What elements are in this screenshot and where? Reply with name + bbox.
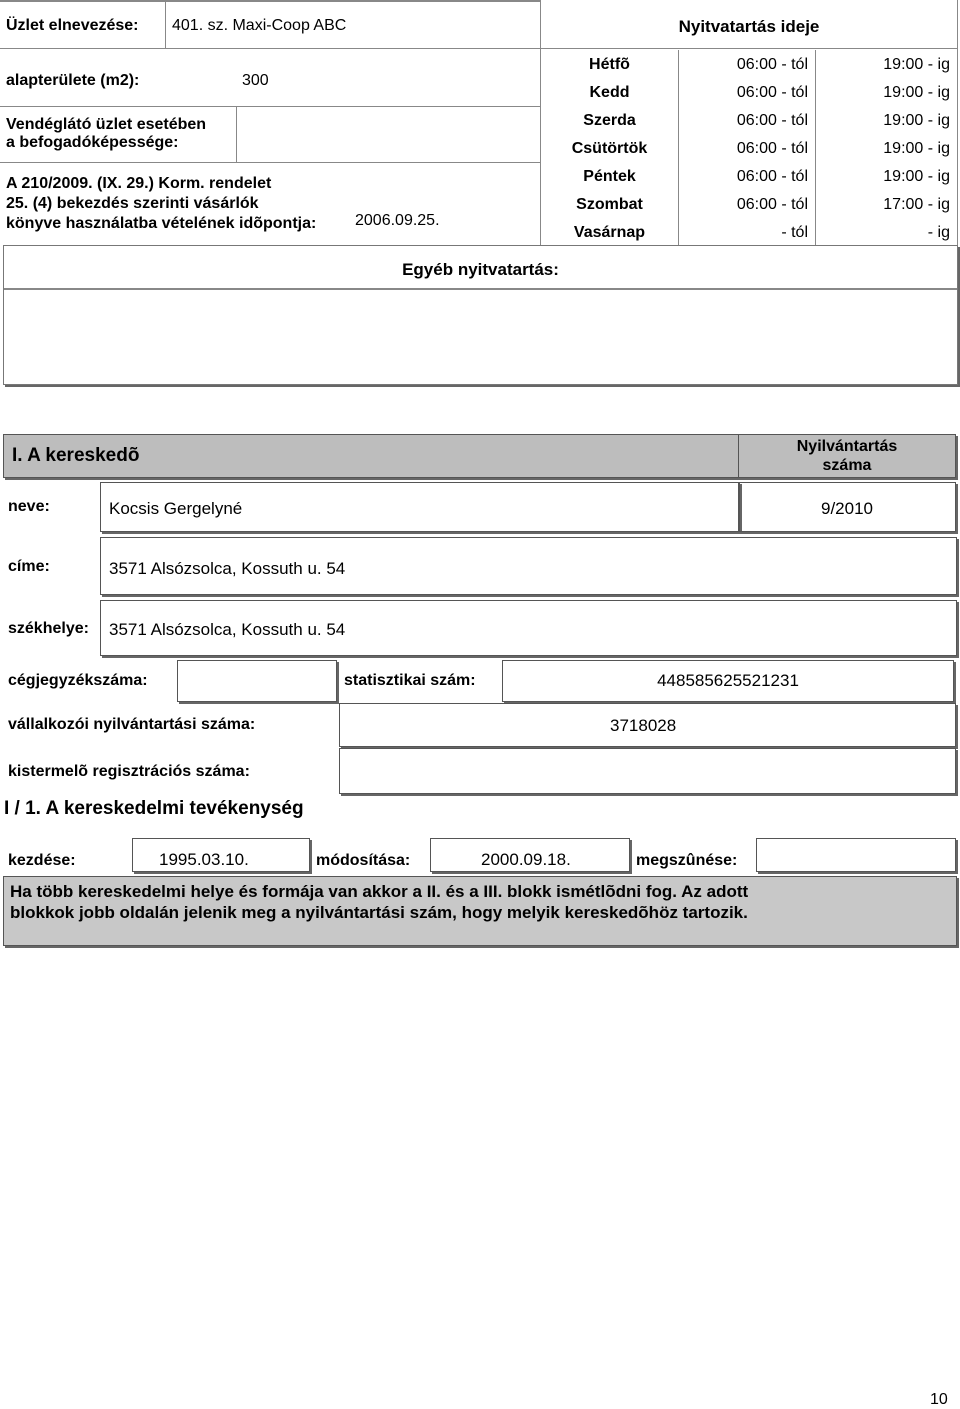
start-label: kezdése:: [8, 852, 76, 869]
modification-label: módosítása:: [316, 852, 411, 869]
divider: [236, 106, 237, 162]
divider: [0, 106, 540, 107]
from-time: - tól: [781, 224, 808, 241]
to-time: 19:00 - ig: [883, 84, 950, 101]
producer-label: kistermelõ regisztrációs száma:: [8, 763, 250, 780]
entrepreneur-value: 3718028: [610, 716, 677, 735]
area-label: alapterülete (m2):: [6, 72, 140, 89]
merchant-section-title: I. A kereskedõ: [12, 445, 140, 466]
reg-number-value: 9/2010: [821, 499, 873, 518]
multi-location-note: Ha több kereskedelmi helye és formája van akkor a II. és a III. blokk ismétlõdni fog. Az adott blokkok jobb oldalán jelenik meg a nyilvántartási szám, hogy melyik kereskedõhöz tartozik.: [10, 882, 749, 922]
decree-label-2: 25. (4) bekezdés szerinti vásárlók: [6, 195, 259, 212]
day-label: Kedd: [589, 84, 630, 101]
divider: [165, 0, 166, 48]
decree-label-3: könyve használatba vételének idõpontja:: [6, 215, 317, 232]
day-label: Csütörtök: [571, 140, 648, 157]
merchant-name-box: [100, 482, 740, 532]
stat-label: statisztikai szám:: [344, 672, 476, 689]
activity-section-title: I / 1. A kereskedelmi tevékenység: [4, 798, 304, 819]
from-time: 06:00 - tól: [736, 196, 808, 213]
divider: [0, 162, 540, 163]
to-time: 19:00 - ig: [883, 112, 950, 129]
capacity-label-2: a befogadóképessége:: [6, 134, 179, 151]
divider: [4, 288, 957, 290]
modification-value: 2000.09.18.: [481, 850, 571, 869]
divider: [0, 0, 540, 2]
reg-number-box: [738, 482, 956, 532]
address-label: címe:: [8, 558, 50, 575]
area-value: 300: [242, 72, 269, 89]
to-time: 19:00 - ig: [883, 168, 950, 185]
merchant-section-header: [3, 434, 740, 478]
day-label: Szerda: [583, 112, 636, 129]
other-hours-box: [3, 245, 958, 385]
divider: [0, 48, 540, 49]
hours-row: [541, 134, 957, 162]
start-value: 1995.03.10.: [159, 850, 249, 869]
start-box: [132, 838, 310, 872]
day-label: Szombat: [576, 196, 643, 213]
merchant-name-label: neve:: [8, 498, 50, 515]
seat-box: [100, 600, 957, 656]
day-label: Péntek: [583, 168, 636, 185]
reg-header-line-2: száma: [822, 457, 872, 474]
seat-value: 3571 Alsózsolca, Kossuth u. 54: [109, 620, 346, 639]
company-reg-box: [177, 660, 337, 702]
end-box: [756, 838, 956, 872]
decree-label-1: A 210/2009. (IX. 29.) Korm. rendelet: [6, 175, 272, 192]
to-time: 19:00 - ig: [883, 140, 950, 157]
address-value: 3571 Alsózsolca, Kossuth u. 54: [109, 559, 346, 578]
hours-row: [541, 106, 957, 134]
hours-title: Nyitvatartás ideje: [678, 17, 820, 36]
decree-date-value: 2006.09.25.: [355, 212, 440, 229]
hours-row: [541, 218, 957, 246]
from-time: 06:00 - tól: [736, 140, 808, 157]
hours-row: [541, 50, 957, 78]
company-reg-label: cégjegyzékszáma:: [8, 672, 148, 689]
end-label: megszûnése:: [636, 852, 738, 869]
divider: [540, 48, 958, 49]
entrepreneur-box: [339, 703, 956, 747]
divider: [957, 0, 958, 245]
page-number: 10: [930, 1391, 948, 1408]
modification-box: [430, 838, 630, 872]
day-label: Vasárnap: [573, 224, 646, 241]
address-box: [100, 537, 957, 595]
multi-location-note-box: [3, 876, 957, 946]
merchant-name-value: Kocsis Gergelyné: [109, 499, 243, 518]
to-time: 17:00 - ig: [883, 196, 950, 213]
store-name-value: 401. sz. Maxi-Coop ABC: [172, 17, 347, 34]
stat-box: [502, 660, 954, 702]
from-time: 06:00 - tól: [736, 112, 808, 129]
entrepreneur-label: vállalkozói nyilvántartási száma:: [8, 716, 256, 733]
from-time: 06:00 - tól: [736, 168, 808, 185]
from-time: 06:00 - tól: [736, 84, 808, 101]
to-time: 19:00 - ig: [883, 56, 950, 73]
day-label: Hétfõ: [589, 56, 630, 73]
seat-label: székhelye:: [8, 620, 89, 637]
hours-row: [541, 190, 957, 218]
to-time: - ig: [927, 224, 950, 241]
reg-header-line-1: Nyilvántartás: [796, 438, 898, 455]
other-hours-label: Egyéb nyitvatartás:: [402, 260, 559, 279]
hours-row: [541, 78, 957, 106]
reg-number-header: [738, 434, 956, 478]
producer-box: [339, 748, 956, 794]
hours-row: [541, 162, 957, 190]
store-name-label: Üzlet elnevezése:: [6, 17, 139, 34]
capacity-label-1: Vendéglátó üzlet esetében: [6, 116, 207, 133]
from-time: 06:00 - tól: [736, 56, 808, 73]
stat-value: 448585625521231: [657, 671, 799, 690]
